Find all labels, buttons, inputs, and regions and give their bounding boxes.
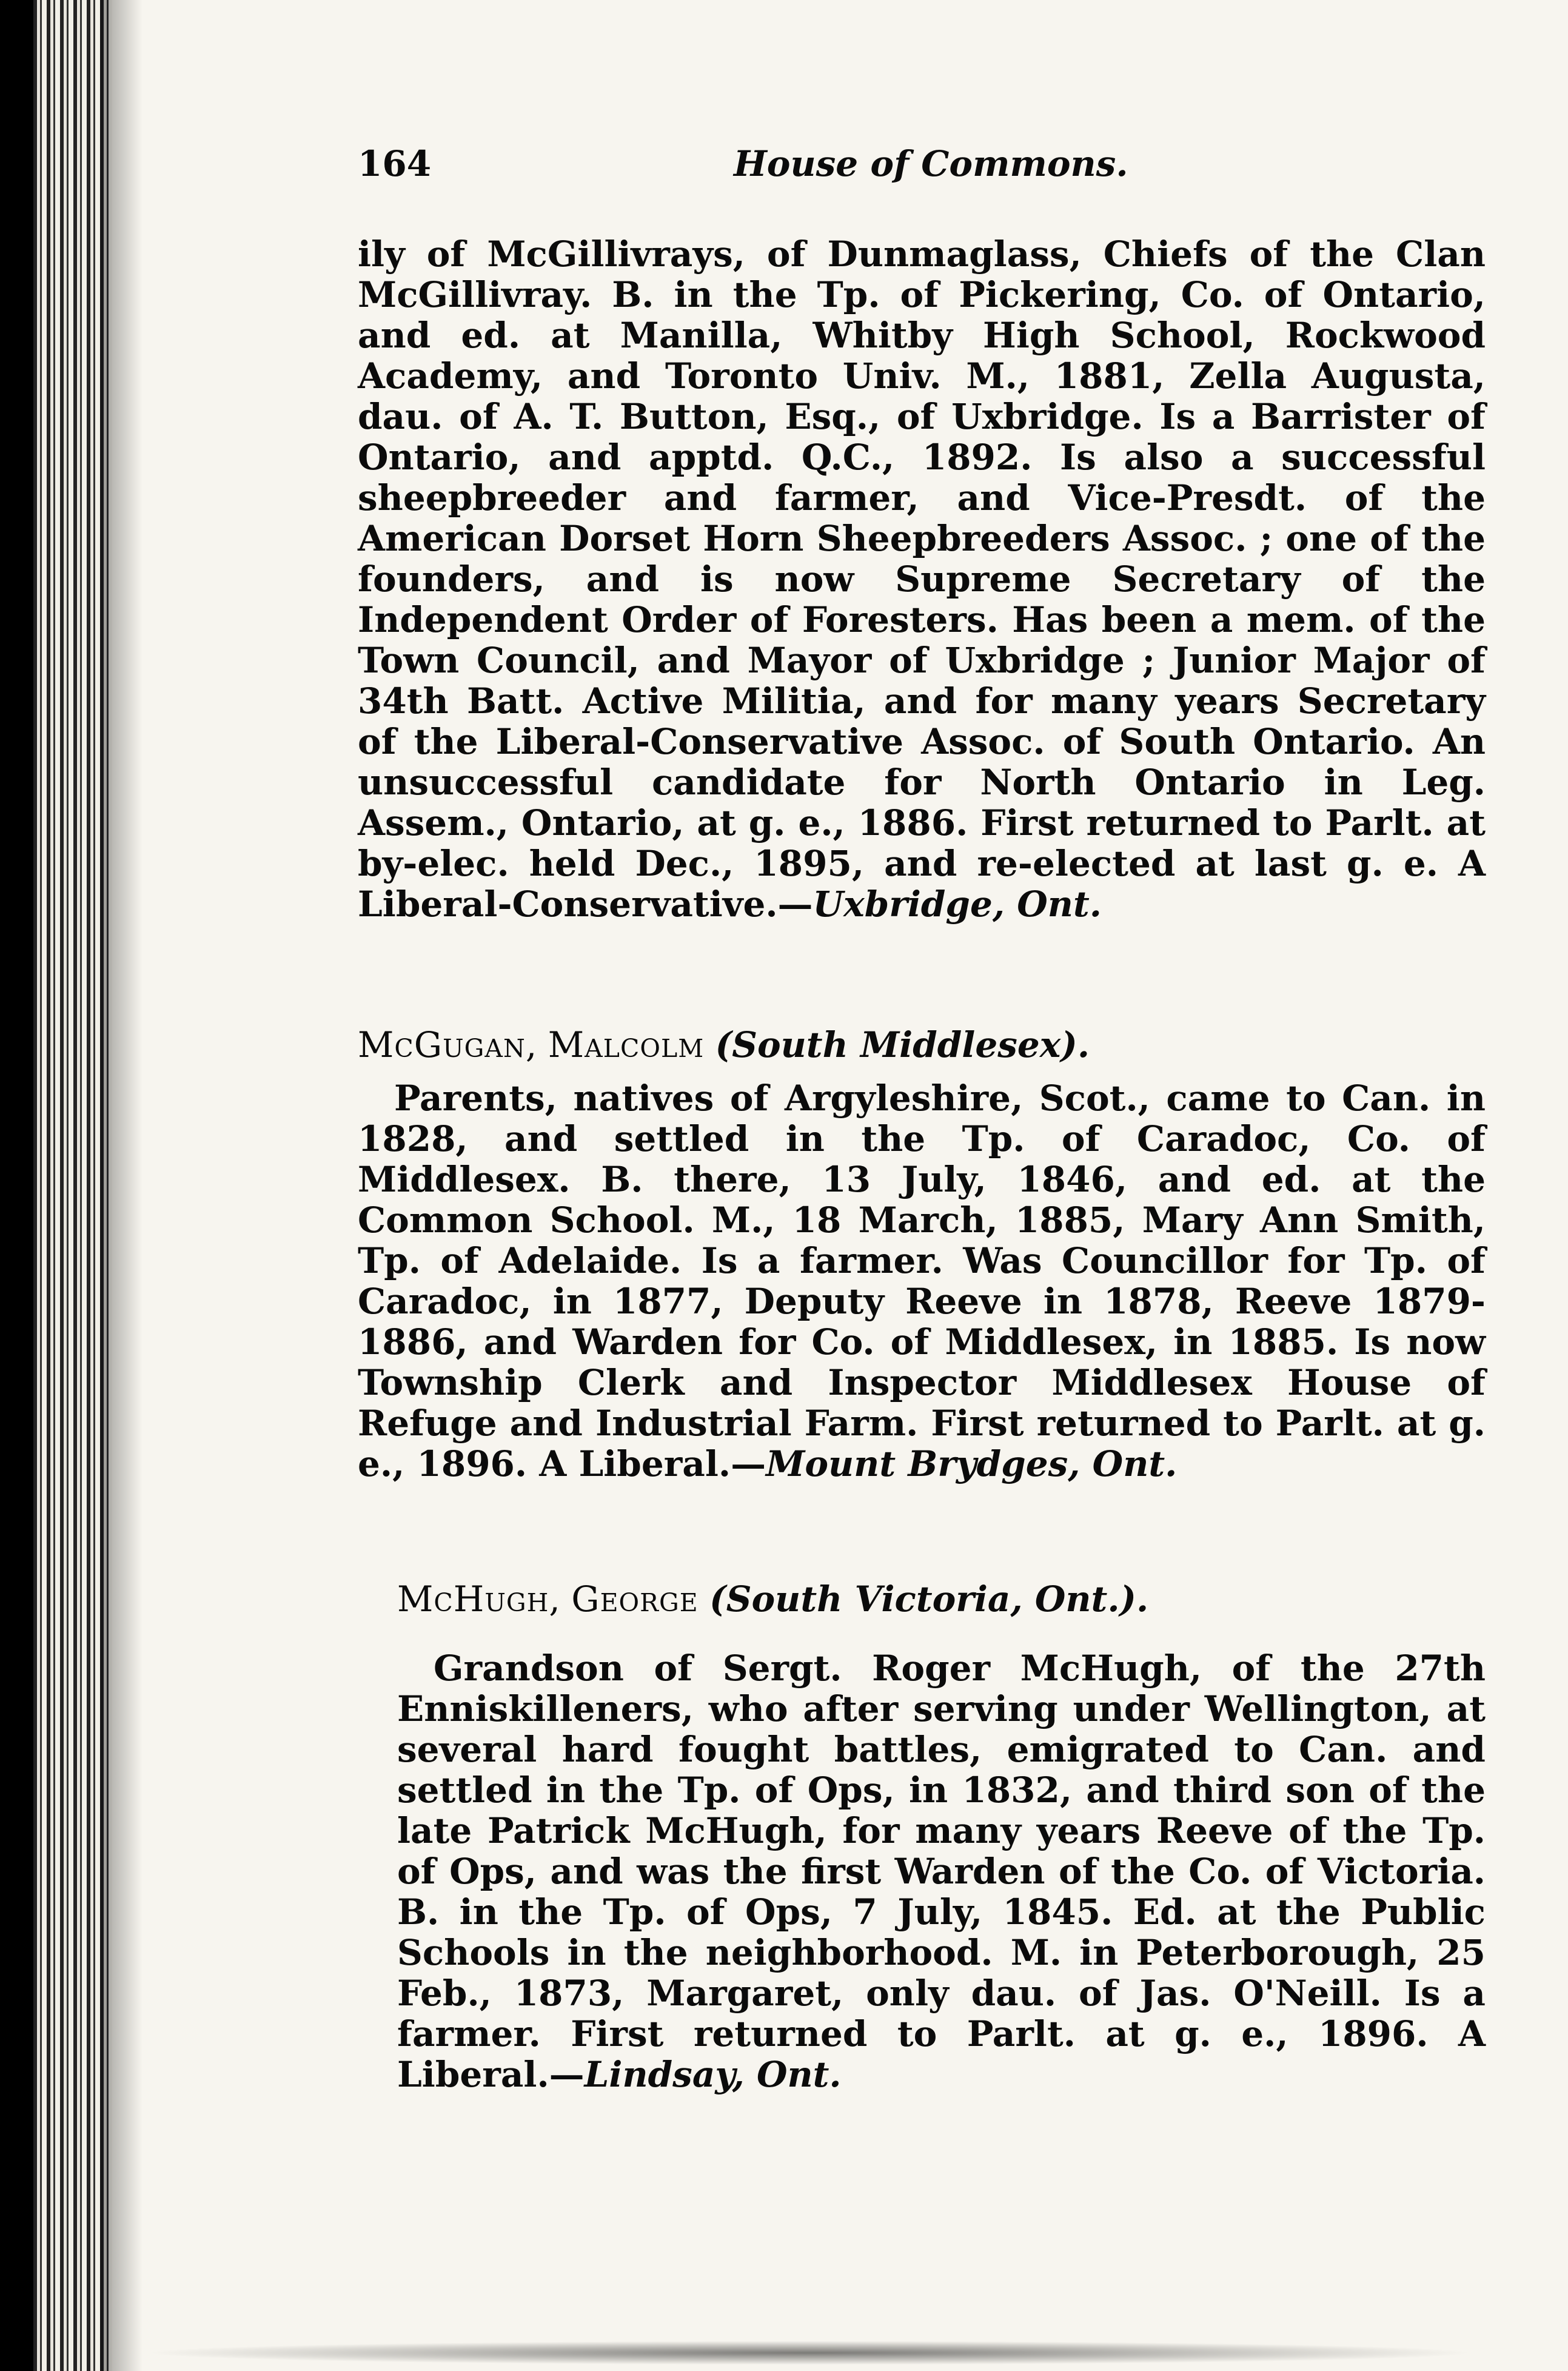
entry-given-name: George — [571, 1578, 699, 1620]
entry-heading-mchugh: McHugh, George (South Victoria, Ont.). — [397, 1578, 1149, 1620]
page-number: 164 — [358, 143, 432, 184]
entry-body: ily of McGillivrays, of Dunmaglass, Chiefs of the Clan McGillivray. B. in the Tp. of Pickering, Co. of Ontario, and ed. at Manilla, Whitby High School, Rockwood Academy, and Toronto Univ. M., 1881, Zella Augusta, dau. of A. T. Button, Esq., of Uxbridge. Is a Barrister of Ontario, and apptd. Q.C., 1892. Is also a successful sheepbreeder and farmer, and Vice-Presdt. of the American Dorset Horn Sheepbreeders Assoc. ; one of the founders, and is now Supreme Secretary of the Independent Order of Foresters. Has been a mem. of the Town Council, and Mayor of Uxbridge ; Junior Major of 34th Batt. Active Militia, and for many years Secretary of the Liberal-Conservative Assoc. of South Ontario. An unsuccessful candidate for North Ontario in Leg. Assem., Ontario, at g. e., 1886. First returned to Parlt. at by-elec. held Dec., 1895, and re-elected at last g. e. A Liberal-Conservative.— — [358, 233, 1486, 925]
entry-text — [358, 234, 1486, 925]
entry-text — [358, 1078, 1486, 1484]
entry-mcgugan — [358, 1078, 1486, 1484]
entry-surname: McHugh — [397, 1578, 549, 1620]
entry-heading-mcgugan: McGugan, Malcolm (South Middlesex). — [358, 1024, 1090, 1065]
entry-mchugh — [397, 1648, 1486, 2095]
page-header — [358, 143, 1510, 198]
book-page — [33, 0, 1568, 2371]
entry-place: Lindsay, Ont. — [584, 2054, 842, 2095]
entry-surname: McGugan — [358, 1024, 526, 1065]
gutter-shadow — [100, 0, 142, 2371]
entry-continuation — [358, 234, 1486, 925]
print-smudge — [142, 2341, 1476, 2365]
entry-constituency: (South Middlesex). — [715, 1024, 1090, 1065]
entry-body: Grandson of Sergt. Roger McHugh, of the 27th Enniskilleners, who after serving under Wellington, at several hard fought battles, emigrated to Can. and settled in the Tp. of Ops, in 1832, and third son of the late Patrick McHugh, for many years Reeve of the Tp. of Ops, and was the first Warden of the Co. of Victoria. B. in the Tp. of Ops, 7 July, 1845. Ed. at the Public Schools in the neighborhood. M. in Peterborough, 25 Feb., 1873, Margaret, only dau. of Jas. O'Neill. Is a farmer. First returned to Parlt. at g. e., 1896. A Liberal.— — [397, 1648, 1486, 2095]
entry-place: Uxbridge, Ont. — [812, 884, 1102, 925]
entry-place: Mount Brydges, Ont. — [766, 1443, 1178, 1484]
entry-given-name: Malcolm — [548, 1024, 705, 1065]
entry-body: Parents, natives of Argyleshire, Scot., came to Can. in 1828, and settled in the Tp. of Caradoc, Co. of Middlesex. B. there, 13 July, 1846, and ed. at the Common School. M., 18 March, 1885, Mary Ann Smith, Tp. of Adelaide. Is a farmer. Was Councillor for Tp. of Caradoc, in 1877, Deputy Reeve in 1878, Reeve 1879-1886, and Warden for Co. of Middlesex, in 1885. Is now Township Clerk and Inspector Middlesex House of Refuge and Industrial Farm. First returned to Parlt. at g. e., 1896. A Liberal.— — [358, 1078, 1486, 1484]
running-title: House of Commons. — [734, 143, 1128, 184]
entry-text — [397, 1648, 1486, 2095]
entry-constituency: (South Victoria, Ont.). — [709, 1578, 1149, 1620]
